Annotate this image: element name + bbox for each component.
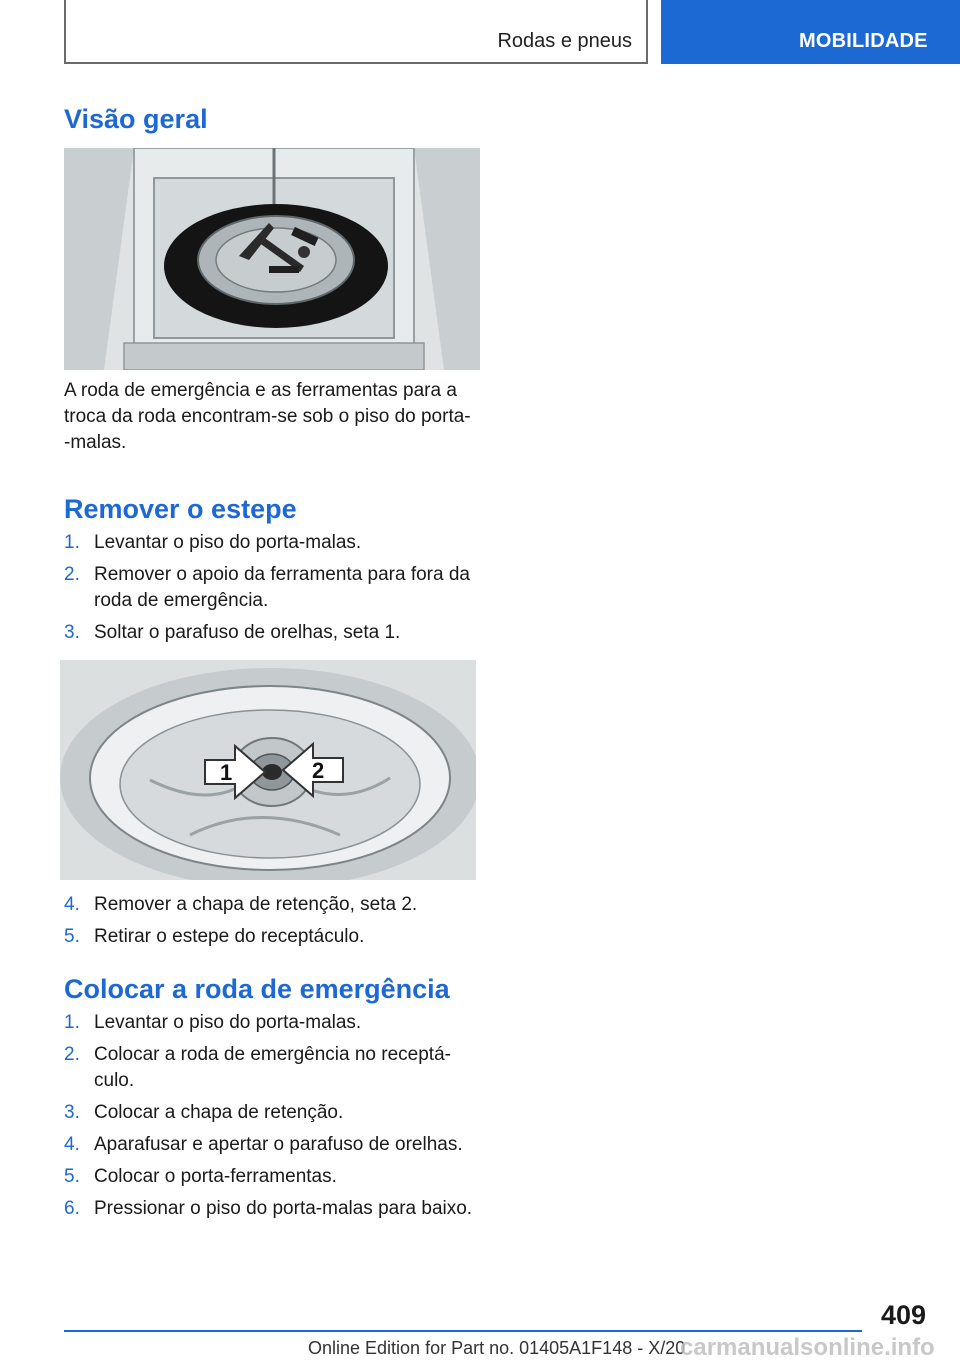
list-item xyxy=(64,1132,484,1158)
header-section-tab: MOBILIDADE xyxy=(661,0,960,64)
list-item xyxy=(64,892,484,918)
list-item xyxy=(64,924,484,950)
overview-caption-line: -malas. xyxy=(64,432,127,453)
step-number: 6. xyxy=(64,1198,80,1219)
step-number: 1. xyxy=(64,532,80,553)
step-number: 3. xyxy=(64,622,80,643)
watermark: carmanualsonline.info xyxy=(680,1334,935,1361)
overview-title: Visão geral xyxy=(64,104,208,134)
header-chapter: Rodas e pneus xyxy=(497,30,632,52)
step-text: Aparafusar e apertar o parafuso de orelhas. xyxy=(94,1134,463,1155)
list-item xyxy=(64,1100,484,1126)
wing-bolt-figure xyxy=(60,660,476,880)
list-item xyxy=(64,1010,484,1036)
overview-caption-line: A roda de emergência e as ferramentas para a xyxy=(64,380,457,401)
list-item xyxy=(64,1042,484,1094)
step-number: 1. xyxy=(64,1012,80,1033)
remove-steps-list-continued xyxy=(64,892,484,956)
trunk-spare-wheel-illustration xyxy=(64,148,480,370)
step-text: Colocar a chapa de retenção. xyxy=(94,1102,344,1123)
step-number: 4. xyxy=(64,1134,80,1155)
overview-caption-line: troca da roda encontram-se sob o piso do porta- xyxy=(64,406,471,427)
step-number: 5. xyxy=(64,926,80,947)
list-item xyxy=(64,1164,484,1190)
footer-divider xyxy=(64,1330,862,1332)
step-text: Soltar o parafuso de orelhas, seta 1. xyxy=(94,622,401,643)
arrow-2-label: 2 xyxy=(312,758,325,783)
step-text: Levantar o piso do porta-malas. xyxy=(94,532,362,553)
step-number: 5. xyxy=(64,1166,80,1187)
step-number: 3. xyxy=(64,1102,80,1123)
list-item xyxy=(64,530,484,556)
trunk-spare-wheel-figure xyxy=(64,148,480,370)
list-item xyxy=(64,1196,484,1222)
step-number: 4. xyxy=(64,894,80,915)
page-number: 409 xyxy=(880,1300,926,1330)
step-text: Pressionar o piso do porta-malas para baixo. xyxy=(94,1198,473,1219)
step-text: Colocar o porta-ferramentas. xyxy=(94,1166,337,1187)
install-steps-list xyxy=(64,1010,484,1228)
step-text: Remover a chapa de retenção, seta 2. xyxy=(94,894,418,915)
list-item xyxy=(64,620,484,646)
wing-bolt-illustration xyxy=(60,660,476,880)
header-chapter-box xyxy=(64,0,648,64)
step-number: 2. xyxy=(64,1044,80,1065)
step-text: Retirar o estepe do receptáculo. xyxy=(94,926,365,947)
step-text: roda de emergência. xyxy=(94,590,269,611)
remove-spare-title: Remover o estepe xyxy=(64,494,297,524)
arrow-1-label: 1 xyxy=(220,760,233,785)
step-text: Remover o apoio da ferramenta para fora da xyxy=(94,564,470,585)
step-text: Colocar a roda de emergência no receptá- xyxy=(94,1044,451,1065)
install-spare-title: Colocar a roda de emergência xyxy=(64,974,450,1004)
list-item xyxy=(64,562,484,614)
step-text: Levantar o piso do porta-malas. xyxy=(94,1012,362,1033)
remove-steps-list xyxy=(64,530,484,652)
overview-caption xyxy=(64,378,484,456)
footer-edition-text: Online Edition for Part no. 01405A1F148 - X/20 xyxy=(308,1338,686,1358)
step-number: 2. xyxy=(64,564,80,585)
step-text: culo. xyxy=(94,1070,135,1091)
